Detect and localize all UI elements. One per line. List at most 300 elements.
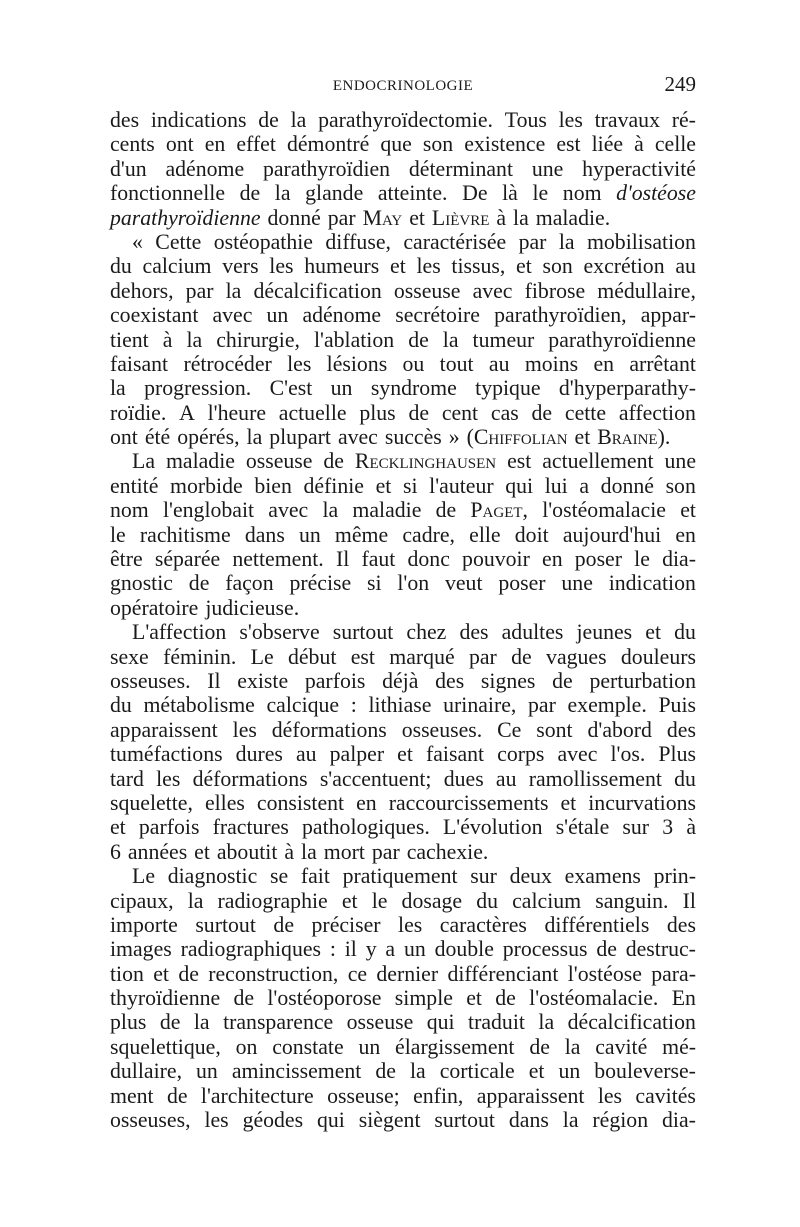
text-line <box>110 742 696 766</box>
text-line <box>110 791 696 815</box>
word: la <box>562 1108 579 1133</box>
word: l'os. <box>610 742 646 767</box>
word: examens <box>564 864 641 889</box>
text-line <box>110 864 696 888</box>
word: La <box>132 449 155 474</box>
word: osseuses. <box>401 717 483 742</box>
word: séparée <box>154 547 221 572</box>
word: de <box>552 668 573 693</box>
word: dues <box>443 766 484 791</box>
word: fractures <box>212 815 289 840</box>
word: parathyroïdienne <box>548 327 696 352</box>
word: cavité <box>595 1034 648 1059</box>
word: urinaire, <box>443 693 517 718</box>
paragraph <box>110 864 696 1132</box>
word: indications <box>150 108 247 132</box>
word: surtout <box>195 912 256 937</box>
text-line <box>110 401 696 425</box>
word: corticale <box>439 1059 515 1084</box>
word: signes <box>480 668 536 693</box>
word: de <box>188 571 210 596</box>
word: Lièvre <box>431 205 490 230</box>
word: la <box>290 108 307 132</box>
text-line <box>110 718 696 742</box>
word: et <box>341 888 358 913</box>
page-header <box>110 72 696 108</box>
word: marqué <box>389 644 455 669</box>
word: dehors, <box>110 278 174 303</box>
word: les <box>269 254 294 279</box>
word: là <box>502 181 518 206</box>
word: d'hyperparathy- <box>558 376 696 401</box>
word: nettement. <box>232 547 324 572</box>
word: simple <box>394 986 453 1011</box>
word: jeunes <box>576 620 633 645</box>
word: et <box>397 742 413 767</box>
word: l'heure <box>207 400 266 425</box>
word: la <box>558 229 575 254</box>
word: et <box>466 986 482 1011</box>
word: celle <box>654 132 696 157</box>
word: si <box>402 473 418 498</box>
word: incurvations <box>588 790 696 815</box>
word: la <box>409 1059 426 1084</box>
text-line <box>110 108 696 132</box>
word: lésions <box>326 351 388 376</box>
word: les <box>232 717 257 742</box>
word: elle <box>469 522 501 547</box>
word: exemple. <box>567 693 647 718</box>
word: actuelle <box>278 400 347 425</box>
word: hyperactivité <box>582 156 696 181</box>
word: calcium <box>142 254 212 279</box>
word: Recklinghausen <box>354 449 497 474</box>
word: que <box>380 132 412 157</box>
word: L'évolution <box>442 815 543 840</box>
word: mé- <box>662 1034 696 1059</box>
text-line <box>110 352 696 376</box>
word: cent <box>441 400 479 425</box>
word: si <box>367 571 382 596</box>
word: transparence <box>223 1010 334 1035</box>
word: par <box>518 229 547 254</box>
word: parfois <box>138 815 200 840</box>
word: la <box>246 425 263 450</box>
word: May <box>362 205 403 230</box>
word: dullaire, <box>110 1059 183 1084</box>
word: poser <box>498 571 546 596</box>
running-title: ENDOCRINOLOGIE <box>332 78 474 94</box>
word: dia- <box>662 1108 696 1133</box>
word: médullaire, <box>597 278 696 303</box>
word: vagues <box>546 644 607 669</box>
word: ont <box>110 425 138 450</box>
book-page <box>110 72 696 1132</box>
word: fibrose <box>524 278 586 303</box>
word: ment <box>110 1083 154 1108</box>
word: osseuse <box>393 278 461 303</box>
word: tumeur <box>472 327 535 352</box>
word: radiographiques <box>180 937 322 962</box>
word: avec <box>268 498 309 523</box>
word: même <box>334 522 389 547</box>
word: et <box>516 254 532 279</box>
word: parfois <box>304 668 366 693</box>
word: para- <box>651 961 696 986</box>
word: pouvoir <box>462 547 530 572</box>
word: opérés, <box>177 425 240 450</box>
word: a <box>385 937 396 962</box>
word: osseuses, <box>110 1108 191 1133</box>
word: il <box>344 937 357 962</box>
word: les <box>156 766 181 791</box>
word: les <box>204 1108 229 1133</box>
word: précise <box>289 571 352 596</box>
text-line <box>110 913 696 937</box>
word: calcique <box>266 693 340 718</box>
word: nom <box>110 498 149 523</box>
word: de <box>495 986 516 1011</box>
word: indication <box>608 571 696 596</box>
word: et <box>680 498 696 523</box>
word: tissus, <box>451 254 506 279</box>
word: déjà <box>382 668 419 693</box>
word: apparaissent <box>476 1083 585 1108</box>
word: au <box>675 254 696 279</box>
word: siègent <box>358 1108 421 1133</box>
word: de <box>529 1034 550 1059</box>
word: un <box>558 1059 581 1084</box>
word: aujourd'hui <box>562 522 662 547</box>
word: atteinte. <box>377 181 448 206</box>
word: région <box>592 1108 649 1133</box>
text-line <box>110 449 696 473</box>
word: maladie. <box>535 205 611 230</box>
word: un <box>358 1034 381 1059</box>
word: au <box>488 351 510 376</box>
word: est <box>507 449 532 474</box>
word: cipaux, <box>110 888 174 913</box>
word: 6 <box>110 839 121 864</box>
text-line <box>110 132 696 156</box>
word: dures <box>235 742 283 767</box>
word: sanguin. <box>595 888 669 913</box>
word: cachexie. <box>406 839 489 864</box>
word: deux <box>509 864 552 889</box>
word: féminin. <box>163 644 237 669</box>
text-line <box>110 523 696 547</box>
word: qui <box>426 1010 455 1035</box>
word: Le <box>132 864 155 889</box>
word: plupart <box>269 425 331 450</box>
word: travaux <box>594 108 660 132</box>
word: de <box>531 400 553 425</box>
word: tion <box>110 961 144 986</box>
word: l'ostéomalacie <box>542 498 666 523</box>
word: (Chiffolian <box>466 425 568 450</box>
word: faisant <box>110 351 169 376</box>
word: différenciant <box>447 961 559 986</box>
word: le <box>371 888 388 913</box>
word: affection <box>618 400 696 425</box>
word: une <box>664 449 696 474</box>
word: plus <box>110 1010 147 1035</box>
word: à <box>284 839 295 864</box>
word: géodes <box>242 1108 304 1133</box>
word: prin- <box>653 864 696 889</box>
word: coexistant <box>110 303 199 328</box>
word: caractères <box>439 912 527 937</box>
word: et <box>375 473 392 498</box>
word: l'ostéomalacie. <box>529 986 659 1011</box>
word: de <box>166 1083 188 1108</box>
word: l'englobait <box>162 498 255 523</box>
word: années <box>127 839 188 864</box>
word: et <box>645 620 662 645</box>
word: En <box>671 986 696 1011</box>
word: par <box>371 839 400 864</box>
word: en <box>356 790 377 815</box>
word: tout <box>439 351 474 376</box>
word: bien <box>254 473 292 498</box>
word: un <box>403 937 426 962</box>
word: on <box>235 1034 258 1059</box>
word: tient <box>110 327 149 352</box>
word: sur <box>470 864 497 889</box>
word: différentiels <box>544 912 650 937</box>
word: la <box>193 1010 210 1035</box>
text-line <box>110 620 696 644</box>
text-line <box>110 596 696 620</box>
word: parathyroïdienne <box>110 205 261 230</box>
word: existe <box>237 668 289 693</box>
word: calcium <box>512 888 582 913</box>
word: fait <box>300 864 330 889</box>
word: l'ostéoporose <box>267 986 382 1011</box>
word: la <box>564 1034 581 1059</box>
word: s'observe <box>239 620 320 645</box>
word: squelettique, <box>110 1034 221 1059</box>
word: sont <box>536 717 573 742</box>
word: l'on <box>397 571 430 596</box>
word: fonctionnelle <box>110 181 225 206</box>
word: perturbation <box>589 668 696 693</box>
word: cas <box>490 400 519 425</box>
word: un <box>266 303 289 328</box>
word: donné <box>267 205 321 230</box>
word: liée <box>591 132 624 157</box>
word: dernier <box>376 961 439 986</box>
word: faisant <box>425 742 485 767</box>
word: façon <box>225 571 274 596</box>
word: cette <box>564 400 607 425</box>
word: opératoire <box>110 595 199 620</box>
text-line <box>110 425 696 449</box>
word: veut <box>444 571 483 596</box>
word: tard <box>110 766 144 791</box>
word: la <box>322 498 339 523</box>
text-line <box>110 693 696 717</box>
word: une <box>561 571 593 596</box>
word: constate <box>272 1034 344 1059</box>
word: : <box>350 693 357 718</box>
word: « <box>132 229 143 254</box>
text-line <box>110 1059 696 1083</box>
word: ramollissement <box>528 766 662 791</box>
paragraph <box>110 620 696 864</box>
word: d'ostéose <box>616 181 696 206</box>
word: du <box>674 620 696 645</box>
word: dans <box>244 522 285 547</box>
word: dans <box>508 1108 549 1133</box>
word: : <box>329 937 336 962</box>
word: poser <box>574 547 622 572</box>
word: avec <box>557 742 598 767</box>
word: surtout <box>434 1108 495 1133</box>
word: morbide <box>170 473 243 498</box>
word: y <box>365 937 377 962</box>
word: glande <box>305 181 364 206</box>
word: A <box>179 400 195 425</box>
text-line <box>110 498 696 522</box>
word: des <box>110 108 140 132</box>
word: diffuse, <box>325 229 391 254</box>
word: squelette, <box>110 790 193 815</box>
text-line <box>110 1084 696 1108</box>
paragraph <box>110 108 696 230</box>
word: secrétoire <box>395 303 480 328</box>
word: rachitisme <box>139 522 231 547</box>
text-line <box>110 645 696 669</box>
word: parathyroïdien <box>262 156 391 181</box>
word: de <box>159 1010 181 1035</box>
word: cavités <box>635 1083 696 1108</box>
word: adultes <box>501 620 564 645</box>
text-line <box>110 254 696 278</box>
word: déformations <box>271 717 387 742</box>
word: de <box>239 181 261 206</box>
word: 3 <box>662 815 674 840</box>
word: le <box>634 547 650 572</box>
word: osseuse; <box>327 1083 400 1108</box>
word: avec <box>212 303 253 328</box>
word: du <box>110 254 132 279</box>
word: et <box>409 205 425 230</box>
word: les <box>558 108 583 132</box>
text-line <box>110 157 696 181</box>
word: chirurgie, <box>216 327 300 352</box>
word: importe <box>110 912 178 937</box>
text-line <box>110 986 696 1010</box>
word: existence <box>464 132 546 157</box>
word: humeurs <box>304 254 380 279</box>
word: diagnostic <box>167 864 258 889</box>
word: se <box>269 864 289 889</box>
word: dosage <box>401 888 463 913</box>
word: reconstruction, <box>208 961 339 986</box>
text-line <box>110 230 696 254</box>
word: Il <box>335 547 350 572</box>
word: d'abord <box>587 717 652 742</box>
word: par <box>468 644 497 669</box>
word: parathyroïdectomie. <box>318 108 494 132</box>
word: avec <box>337 425 378 450</box>
word: en <box>204 132 226 157</box>
word: l'ostéose <box>567 961 642 986</box>
word: vers <box>222 254 259 279</box>
word: de <box>273 912 294 937</box>
word: en <box>675 522 696 547</box>
word: succès <box>384 425 442 450</box>
word: C'est <box>269 376 313 401</box>
word: pathologiques. <box>302 815 430 840</box>
word: des <box>666 912 696 937</box>
word: maladie <box>165 449 235 474</box>
word: décalcification <box>567 1010 696 1035</box>
word: de <box>258 108 279 132</box>
word: à <box>686 815 696 840</box>
word: arrêtant <box>629 351 696 376</box>
word: d'un <box>110 156 147 181</box>
word: et <box>194 839 210 864</box>
word: doit <box>514 522 549 547</box>
word: faut <box>361 547 396 572</box>
word: qui <box>317 1108 345 1133</box>
word: son <box>542 254 573 279</box>
word: est <box>556 132 581 157</box>
word: caractérisée <box>403 229 507 254</box>
word: la <box>225 278 242 303</box>
text-line <box>110 376 696 400</box>
word: Paget, <box>470 498 528 523</box>
word: Le <box>250 644 274 669</box>
word: typique <box>475 376 541 401</box>
word: radiographie <box>217 888 328 913</box>
word: double <box>434 937 494 962</box>
word: Puis <box>658 693 696 718</box>
word: pratiquement <box>342 864 458 889</box>
word: été <box>144 425 171 450</box>
word: de <box>408 400 430 425</box>
word: à <box>162 327 173 352</box>
word: de <box>408 327 429 352</box>
word: aboutit <box>216 839 278 864</box>
word: entité <box>110 473 159 498</box>
word: au <box>295 742 317 767</box>
word: apparaissent <box>110 717 218 742</box>
word: actuellement <box>542 449 654 474</box>
word: Plus <box>658 742 696 767</box>
word: du <box>110 693 132 718</box>
word: de <box>596 937 617 962</box>
word: cadre, <box>402 522 455 547</box>
word: être <box>110 547 143 572</box>
word: et <box>110 815 126 840</box>
text-line <box>110 1108 696 1132</box>
word: osseuse <box>346 1010 414 1035</box>
text-line <box>110 889 696 913</box>
paragraph <box>110 449 696 620</box>
word: ce <box>347 961 368 986</box>
word: par <box>528 693 556 718</box>
word: processus <box>502 937 588 962</box>
word: le <box>532 181 549 206</box>
word: palper <box>329 742 385 767</box>
word: donc <box>407 547 450 572</box>
word: l'ablation <box>313 327 395 352</box>
word: du <box>476 888 498 913</box>
word: lui <box>544 473 568 498</box>
